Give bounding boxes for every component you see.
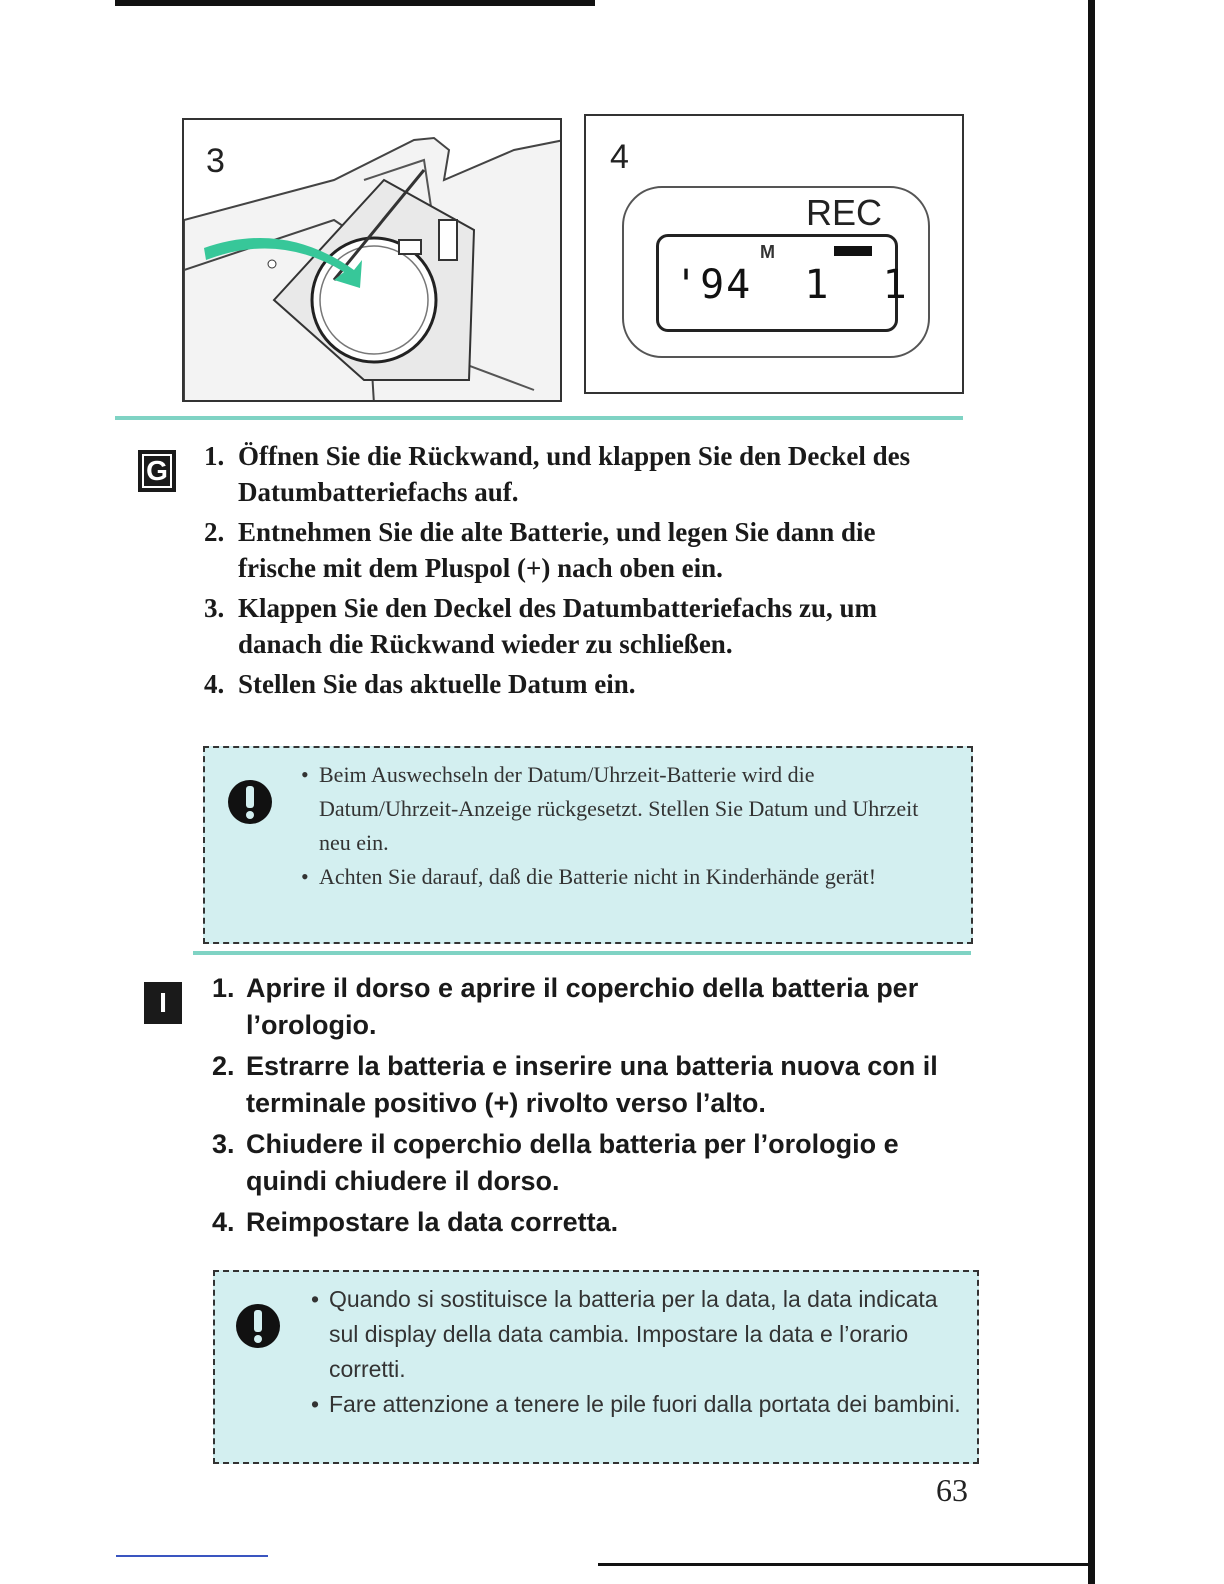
battery-compartment-illustration — [184, 120, 562, 402]
figure-4-date-display — [584, 114, 964, 394]
caution-icon — [233, 1302, 283, 1350]
page-number: 63 — [936, 1472, 968, 1508]
italian-language-badge: I — [144, 982, 182, 1024]
italian-steps — [212, 970, 972, 1245]
german-steps — [204, 438, 944, 706]
right-edge-rule — [1088, 0, 1095, 1584]
german-step-2: 2. Entnehmen Sie die alte Batterie, und legen Sie dann die frische mit dem Pluspol (+) nach oben ein. — [204, 517, 876, 583]
german-language-badge: G — [138, 450, 176, 492]
figure-3-number: 3 — [206, 142, 225, 180]
bottom-edge-mark — [116, 1555, 268, 1557]
german-note-bullet-2: • Achten Sie darauf, daß die Batterie nicht in Kinderhände gerät! — [301, 860, 951, 894]
italian-note-bullet-2: • Fare attenzione a tenere le pile fuori dalla portata dei bambini. — [311, 1387, 961, 1422]
german-note-bullet-1: • Beim Auswechseln der Datum/Uhrzeit-Batterie wird die Datum/Uhrzeit-Anzeige rückgesetzt. Stellen Sie Datum und Uhrzeit neu ein. — [301, 758, 951, 860]
german-section-divider — [115, 416, 963, 420]
italian-step-3: 3. Chiudere il coperchio della batteria per l’orologio e quindi chiudere il dorso. — [212, 1129, 899, 1196]
german-step-1: 1. Öffnen Sie die Rückwand, und klappen Sie den Deckel des Datumbatteriefachs auf. — [204, 441, 911, 507]
italian-section-divider — [193, 951, 971, 955]
bottom-edge-rule — [598, 1563, 1088, 1566]
italian-step-4: 4. Reimpostare la data corretta. — [212, 1207, 619, 1237]
italian-note-bullet-1: • Quando si sostituisce la batteria per la data, la data indicata sul display della data cambia. Impostare la data e l’orario corretti. — [311, 1282, 961, 1387]
german-step-3: 3. Klappen Sie den Deckel des Datumbatteriefachs zu, um danach die Rückwand wieder zu schließen. — [204, 593, 877, 659]
italian-step-2: 2. Estrarre la batteria e inserire una batteria nuova con il terminale positivo (+) rivolto verso l’alto. — [212, 1051, 938, 1118]
top-edge-rule — [115, 0, 595, 6]
german-caution-note — [203, 746, 973, 944]
lcd-segment-bar — [834, 246, 872, 256]
figure-4-number: 4 — [610, 138, 629, 176]
italian-caution-note — [213, 1270, 979, 1464]
caution-icon — [225, 778, 275, 826]
month-marker: M — [760, 242, 775, 262]
figure-3-battery-compartment — [182, 118, 562, 402]
lcd-digits: '94 1 1 — [674, 262, 909, 308]
german-step-4: 4. Stellen Sie das aktuelle Datum ein. — [204, 669, 636, 699]
italian-step-1: 1. Aprire il dorso e aprire il coperchio della batteria per l’orologio. — [212, 973, 919, 1040]
rec-label: REC — [806, 192, 883, 233]
